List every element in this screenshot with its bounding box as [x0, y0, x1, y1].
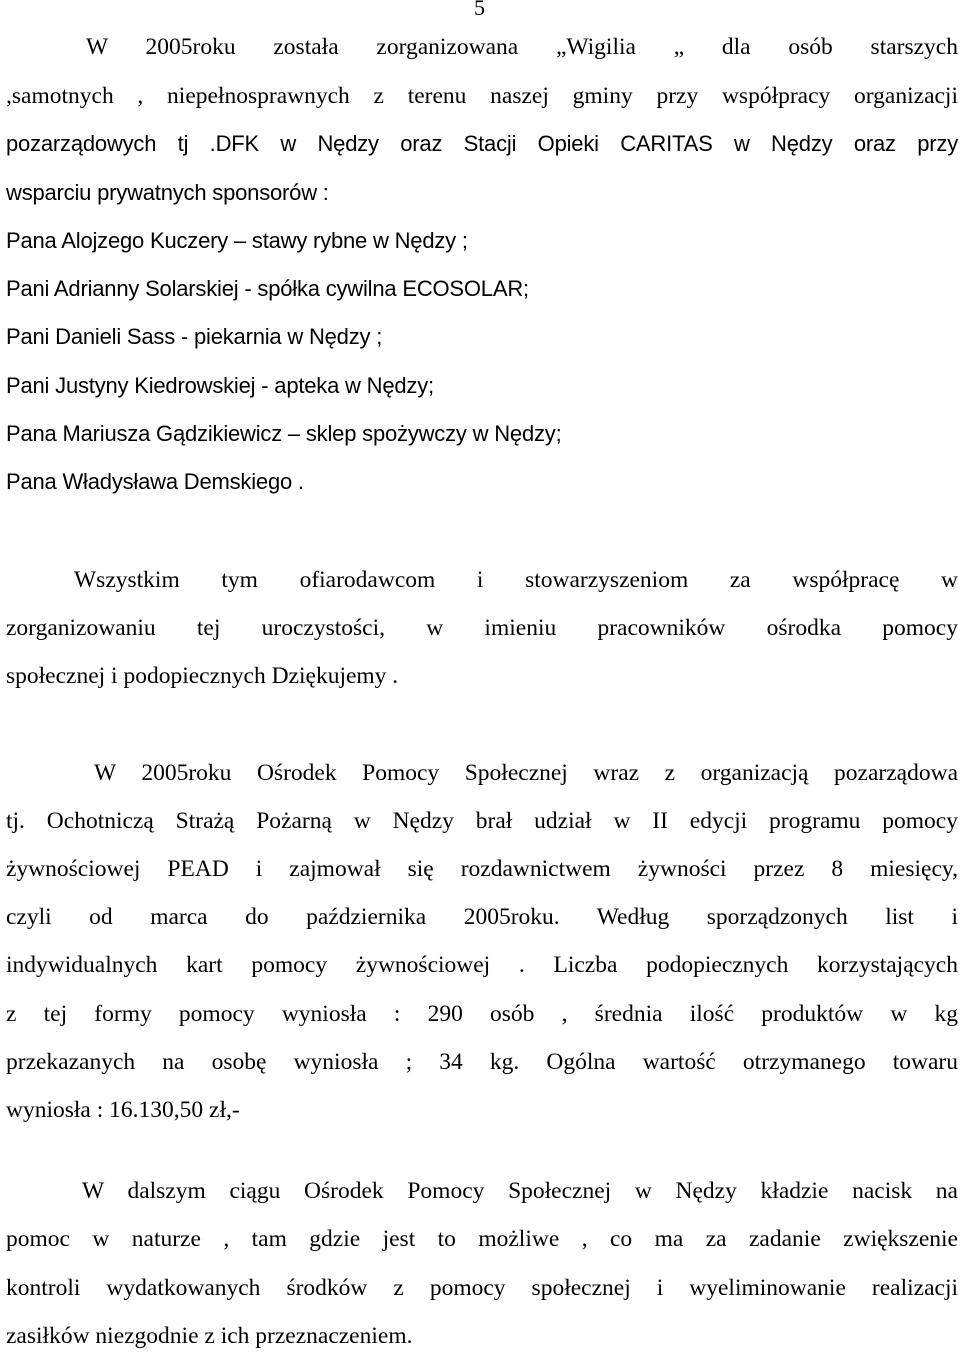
sponsor-item: Pana Alojzego Kuczery – stawy rybne w Nędzy ;: [6, 228, 468, 253]
text-line: Wszystkim tym ofiarodawcom i stowarzyszeniom za współpracę w: [74, 567, 958, 593]
text-line: indywidualnych kart pomocy żywnościowej . Liczba podopiecznych korzystających: [6, 952, 958, 978]
text-line: wyniosła : 16.130,50 zł,-: [6, 1097, 240, 1123]
sponsor-item: Pani Adrianny Solarskiej - spółka cywilna ECOSOLAR;: [6, 276, 529, 301]
text-line: zorganizowaniu tej uroczystości, w imieniu pracowników ośrodka pomocy: [6, 615, 958, 641]
text-line: przekazanych na osobę wyniosła ; 34 kg. Ogólna wartość otrzymanego towaru: [6, 1049, 958, 1075]
sponsor-item: Pani Danieli Sass - piekarnia w Nędzy ;: [6, 324, 383, 349]
text-line: wsparciu prywatnych sponsorów :: [6, 180, 329, 205]
text-line: W dalszym ciągu Ośrodek Pomocy Społecznej w Nędzy kładzie nacisk na: [82, 1178, 958, 1204]
text-line: zasiłków niezgodnie z ich przeznaczeniem.: [6, 1323, 413, 1349]
text-line: pozarządowych tj .DFK w Nędzy oraz Stacji Opieki CARITAS w Nędzy oraz przy: [6, 131, 958, 156]
sponsor-item: Pana Władysława Demskiego .: [6, 469, 304, 494]
text-line: społecznej i podopiecznych Dziękujemy .: [6, 663, 399, 689]
text-line: W 2005roku została zorganizowana „Wigilia „ dla osób starszych: [86, 34, 958, 60]
text-line: z tej formy pomocy wyniosła : 290 osób , średnia ilość produktów w kg: [6, 1001, 958, 1027]
page-number: 5: [474, 0, 485, 20]
text-line: ,samotnych , niepełnosprawnych z terenu naszej gminy przy współpracy organizacji: [6, 83, 958, 109]
text-line: żywnościowej PEAD i zajmował się rozdawnictwem żywności przez 8 miesięcy,: [6, 856, 958, 882]
text-line: kontroli wydatkowanych środków z pomocy społecznej i wyeliminowanie realizacji: [6, 1275, 958, 1301]
sponsor-item: Pana Mariusza Gądzikiewicz – sklep spożywczy w Nędzy;: [6, 421, 562, 446]
sponsor-item: Pani Justyny Kiedrowskiej - apteka w Nędzy;: [6, 373, 434, 398]
text-line: tj. Ochotniczą Strażą Pożarną w Nędzy brał udział w II edycji programu pomocy: [6, 808, 958, 834]
text-line: W 2005roku Ośrodek Pomocy Społecznej wraz z organizacją pozarządowa: [94, 760, 958, 786]
text-line: czyli od marca do października 2005roku. Według sporządzonych list i: [6, 904, 958, 930]
text-line: pomoc w naturze , tam gdzie jest to możliwe , co ma za zadanie zwiększenie: [6, 1226, 958, 1252]
